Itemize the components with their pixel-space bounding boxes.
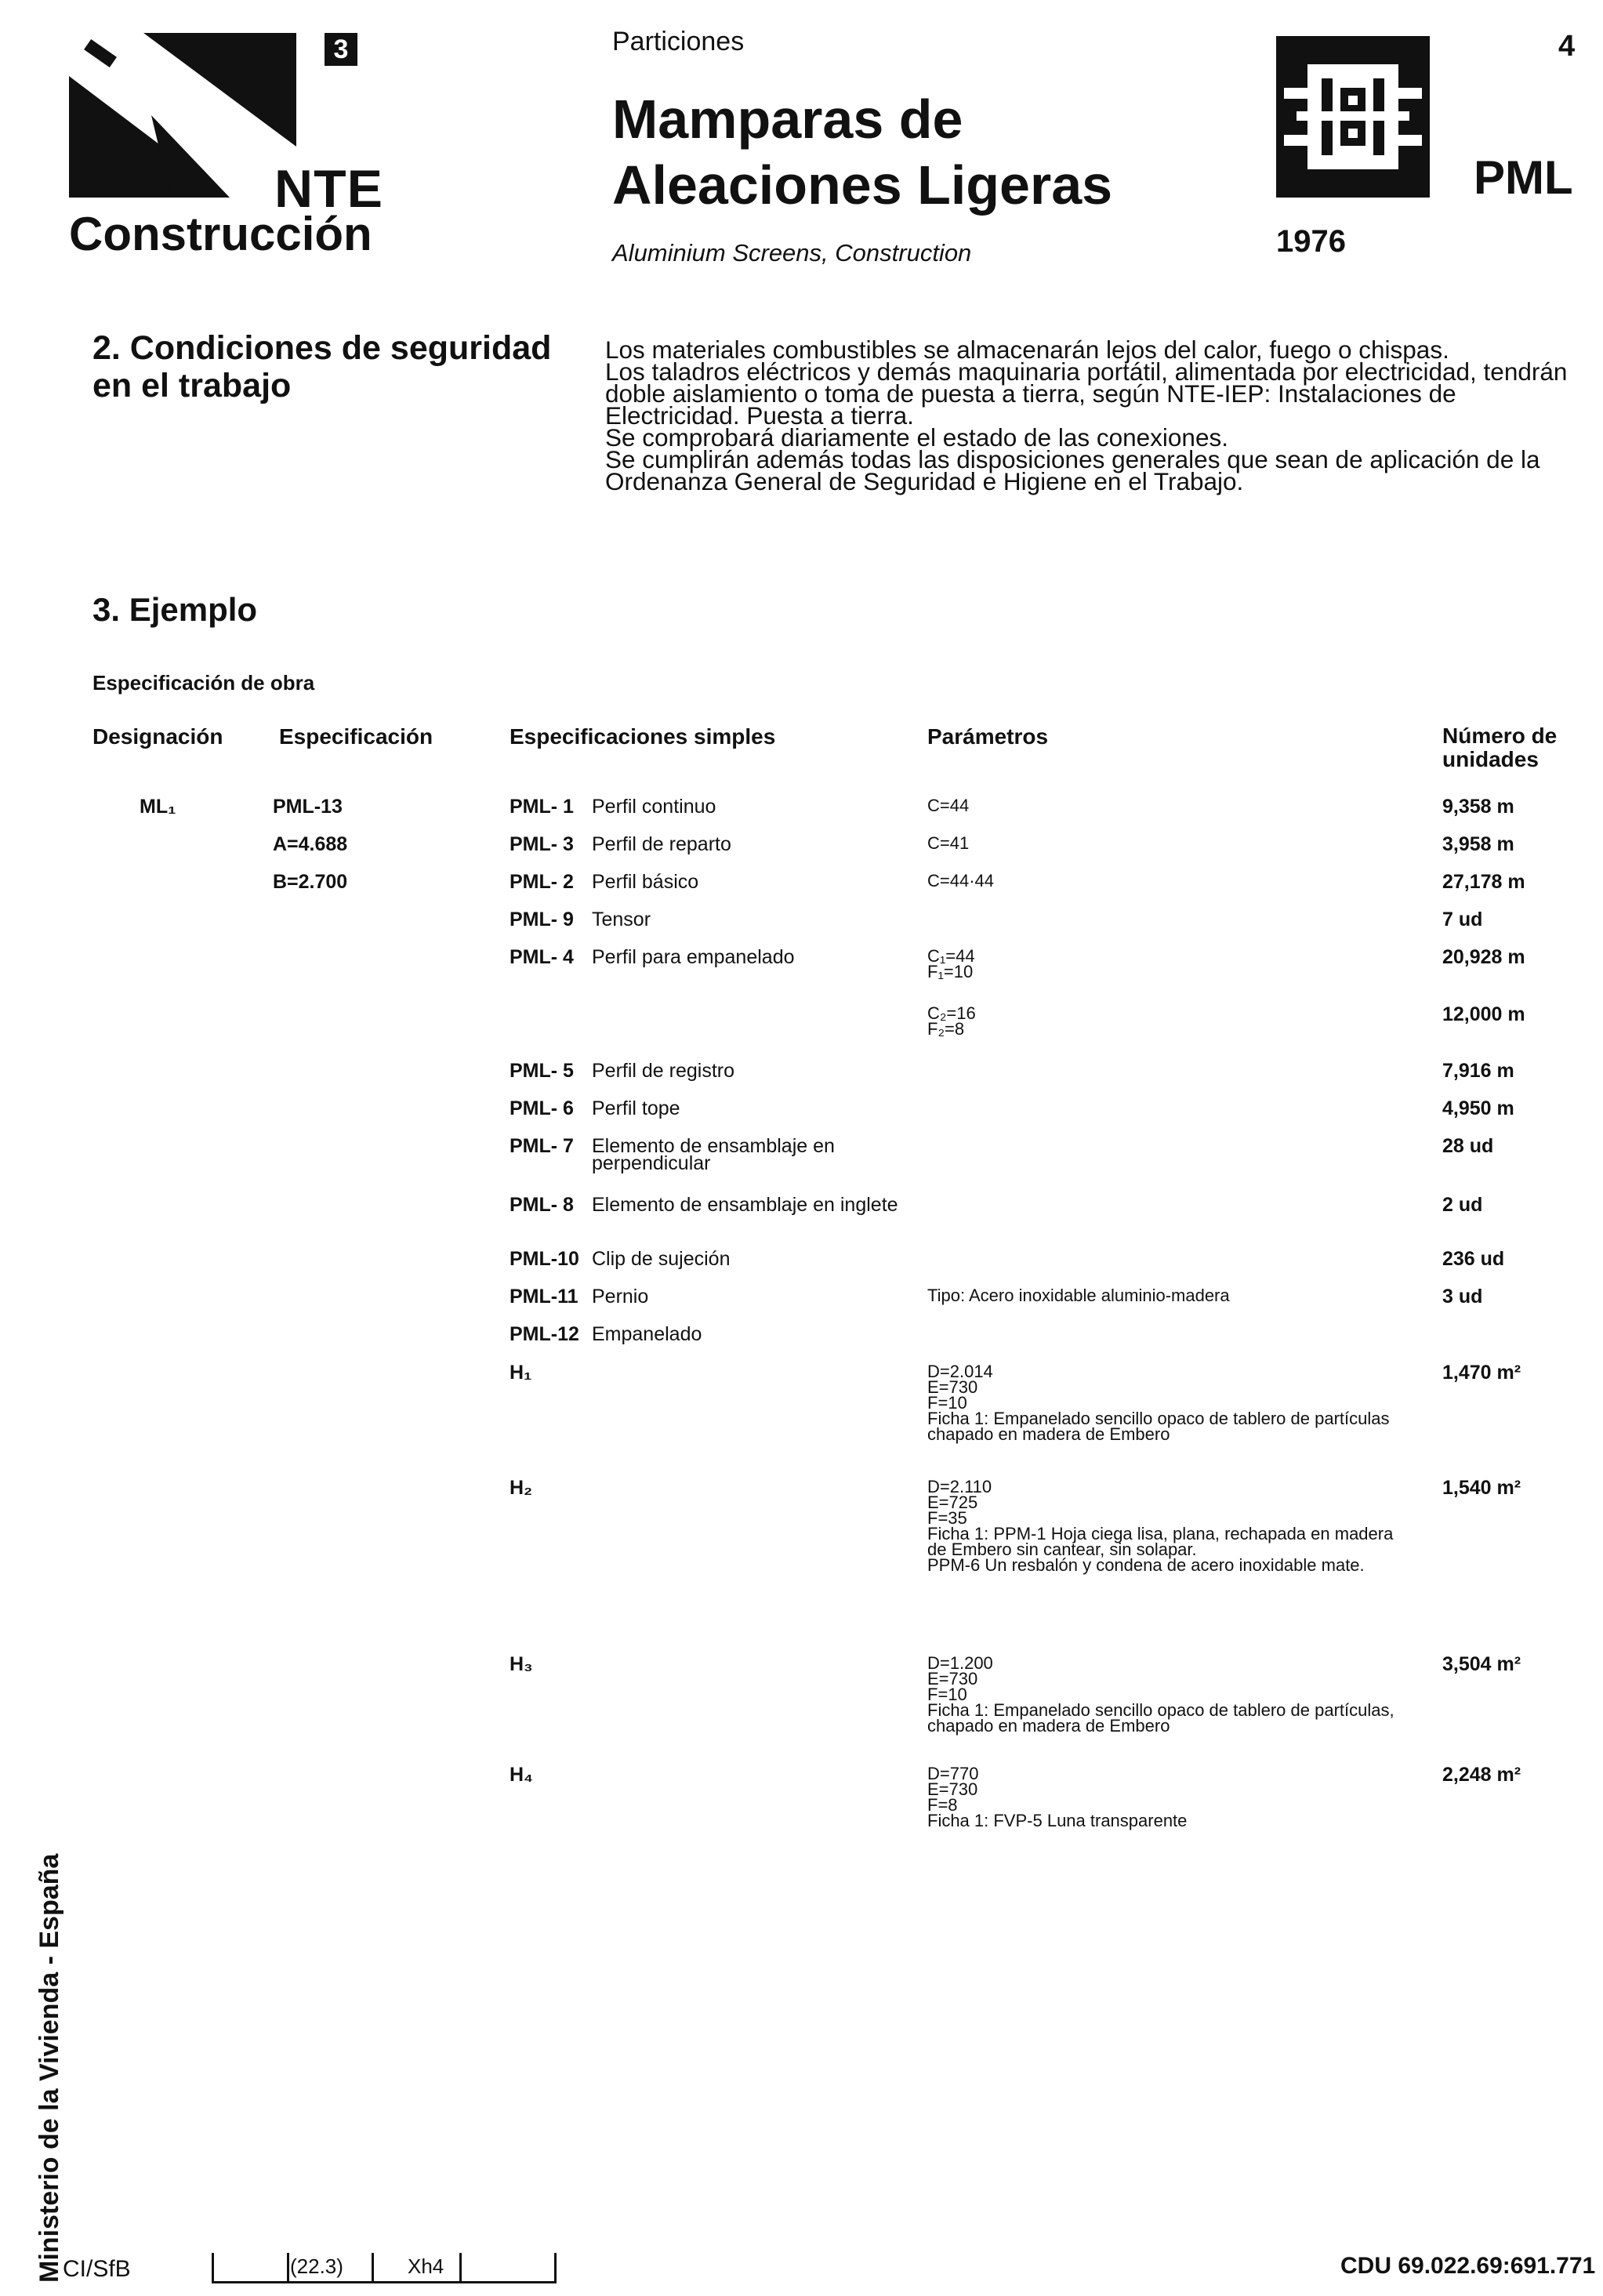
section2-paragraph: Los materiales combustibles se almacenarán lejos del calor, fuego o chispas. xyxy=(605,336,1449,364)
row-units: 3,958 m xyxy=(1442,833,1514,855)
row-units: 28 ud xyxy=(1442,1135,1494,1157)
row-name: Perfil de registro xyxy=(592,1060,735,1082)
designation-value: ML₁ xyxy=(140,796,176,818)
row-parameters: D=2.014 E=730 F=10 Ficha 1: Empanelado sencillo opaco de tablero de partículas chapado en madera de Embero xyxy=(927,1362,1390,1444)
specification-subheading: Especificación de obra xyxy=(92,671,315,695)
document-year: 1976 xyxy=(1276,224,1346,259)
column-header-especificacion: Especificación xyxy=(279,724,433,749)
row-units: 7 ud xyxy=(1442,909,1483,930)
row-units: 1,540 m² xyxy=(1442,1477,1521,1499)
row-name: Elemento de ensamblaje en inglete xyxy=(592,1194,898,1216)
section2-paragraph: Se comprobará diariamente el estado de las conexiones. xyxy=(605,423,1228,452)
row-name: Clip de sujeción xyxy=(592,1248,731,1270)
footer-cisfb-code: Xh4 xyxy=(408,2254,444,2278)
document-title-line2: Aleaciones Ligeras xyxy=(612,154,1113,216)
column-header-unidades: Número de unidades xyxy=(1442,724,1558,771)
row-units: 12,000 m xyxy=(1442,1003,1525,1025)
row-code: PML- 9 xyxy=(510,909,574,930)
document-code: PML xyxy=(1474,151,1573,204)
column-header-simples: Especificaciones simples xyxy=(510,724,776,749)
row-units: 3 ud xyxy=(1442,1286,1483,1308)
row-parameters: C₂=16 F₂=8 xyxy=(927,1003,976,1039)
row-parameters: C=44·44 xyxy=(927,871,995,890)
row-units: 20,928 m xyxy=(1442,946,1525,968)
specification-line: A=4.688 xyxy=(273,833,348,855)
row-parameters: C=44 xyxy=(927,796,970,815)
row-name: Perfil tope xyxy=(592,1097,680,1119)
footer-cisfb-code: (22.3) xyxy=(290,2254,343,2278)
row-code: PML-11 xyxy=(510,1286,578,1308)
row-code: H₃ xyxy=(510,1653,533,1675)
row-parameters: Tipo: Acero inoxidable aluminio-madera xyxy=(927,1286,1230,1305)
row-code: PML- 7 xyxy=(510,1135,574,1157)
row-code: H₂ xyxy=(510,1477,533,1499)
row-code: PML- 4 xyxy=(510,946,574,968)
row-parameters: D=1.200 E=730 F=10 Ficha 1: Empanelado sencillo opaco de tablero de partículas, chapado en madera de Embero xyxy=(927,1653,1394,1736)
trowel-icon xyxy=(69,33,296,198)
row-code: PML- 1 xyxy=(510,796,574,818)
ministry-label: Ministerio de la Vivienda - España xyxy=(34,1853,64,2283)
row-code: PML- 6 xyxy=(510,1097,574,1119)
row-code: H₄ xyxy=(510,1764,533,1786)
row-parameters: D=770 E=730 F=8 Ficha 1: FVP-5 Luna transparente xyxy=(927,1764,1188,1830)
row-units: 1,470 m² xyxy=(1442,1362,1521,1384)
row-name: Perfil para empanelado xyxy=(592,946,795,968)
logo-nte-text: NTE xyxy=(274,159,383,219)
row-units: 27,178 m xyxy=(1442,871,1525,893)
document-subtitle: Aluminium Screens, Construction xyxy=(612,239,972,267)
row-units: 236 ud xyxy=(1442,1248,1505,1270)
section2-title: 2. Condiciones de seguridad en el trabajo xyxy=(92,329,552,404)
row-units: 2 ud xyxy=(1442,1194,1483,1216)
row-units: 3,504 m² xyxy=(1442,1653,1521,1675)
column-header-parametros: Parámetros xyxy=(927,724,1049,749)
row-code: PML- 3 xyxy=(510,833,574,855)
page-number: 4 xyxy=(1558,30,1576,63)
row-units: 7,916 m xyxy=(1442,1060,1514,1082)
row-parameters: D=2.110 E=725 F=35 Ficha 1: PPM-1 Hoja ciega lisa, plana, rechapada en madera de Embero sin cantear, sin solapar. PPM-6 Un resbalón y condena de acero inoxidable mate. xyxy=(927,1477,1394,1575)
row-parameters: C₁=44 F₁=10 xyxy=(927,946,975,981)
row-name: Tensor xyxy=(592,909,651,930)
row-code: PML-10 xyxy=(510,1248,579,1270)
section2-paragraph: Los taladros eléctricos y demás maquinaria portátil, alimentada por electricidad, tendrán doble aislamiento o toma de puesta a tierra, según NTE-IEP: Instalaciones de Electricidad. Puesta a tierra. xyxy=(605,357,1568,430)
section2-paragraph: Se cumplirán además todas las disposiciones generales que sean de aplicación de la Ordenanza General de Seguridad e Higiene en el Trabajo. xyxy=(605,445,1540,495)
section2-body xyxy=(605,336,1591,495)
document-title-line1: Mamparas de xyxy=(612,89,963,150)
row-code: H₁ xyxy=(510,1362,532,1384)
section-name: Particiones xyxy=(612,27,745,56)
row-code: PML-12 xyxy=(510,1323,579,1345)
footer-classification-box xyxy=(212,2253,557,2283)
column-header-designacion: Designación xyxy=(92,724,223,749)
section3-title: 3. Ejemplo xyxy=(92,591,258,628)
row-name: Elemento de ensamblaje en perpendicular xyxy=(592,1135,835,1174)
specification-line: B=2.700 xyxy=(273,871,348,893)
footer-cdu: CDU 69.022.69:691.771 xyxy=(1340,2253,1596,2279)
row-parameters: C=41 xyxy=(927,833,970,853)
row-code: PML- 8 xyxy=(510,1194,574,1216)
row-units: 9,358 m xyxy=(1442,796,1514,818)
row-name: Perfil continuo xyxy=(592,796,716,818)
specification-line: PML-13 xyxy=(273,796,343,818)
row-code: PML- 5 xyxy=(510,1060,574,1082)
partition-emblem-icon xyxy=(1276,36,1430,198)
row-name: Perfil básico xyxy=(592,871,699,893)
logo-number: 3 xyxy=(325,33,357,66)
row-name: Empanelado xyxy=(592,1323,702,1345)
row-units: 4,950 m xyxy=(1442,1097,1514,1119)
row-units: 2,248 m² xyxy=(1442,1764,1521,1786)
row-name: Pernio xyxy=(592,1286,649,1308)
footer-cisfb-label: CI/SfB xyxy=(63,2256,131,2282)
row-name: Perfil de reparto xyxy=(592,833,731,855)
logo-construccion-text: Construcción xyxy=(69,208,372,260)
nte-logo xyxy=(69,33,383,260)
row-code: PML- 2 xyxy=(510,871,574,893)
